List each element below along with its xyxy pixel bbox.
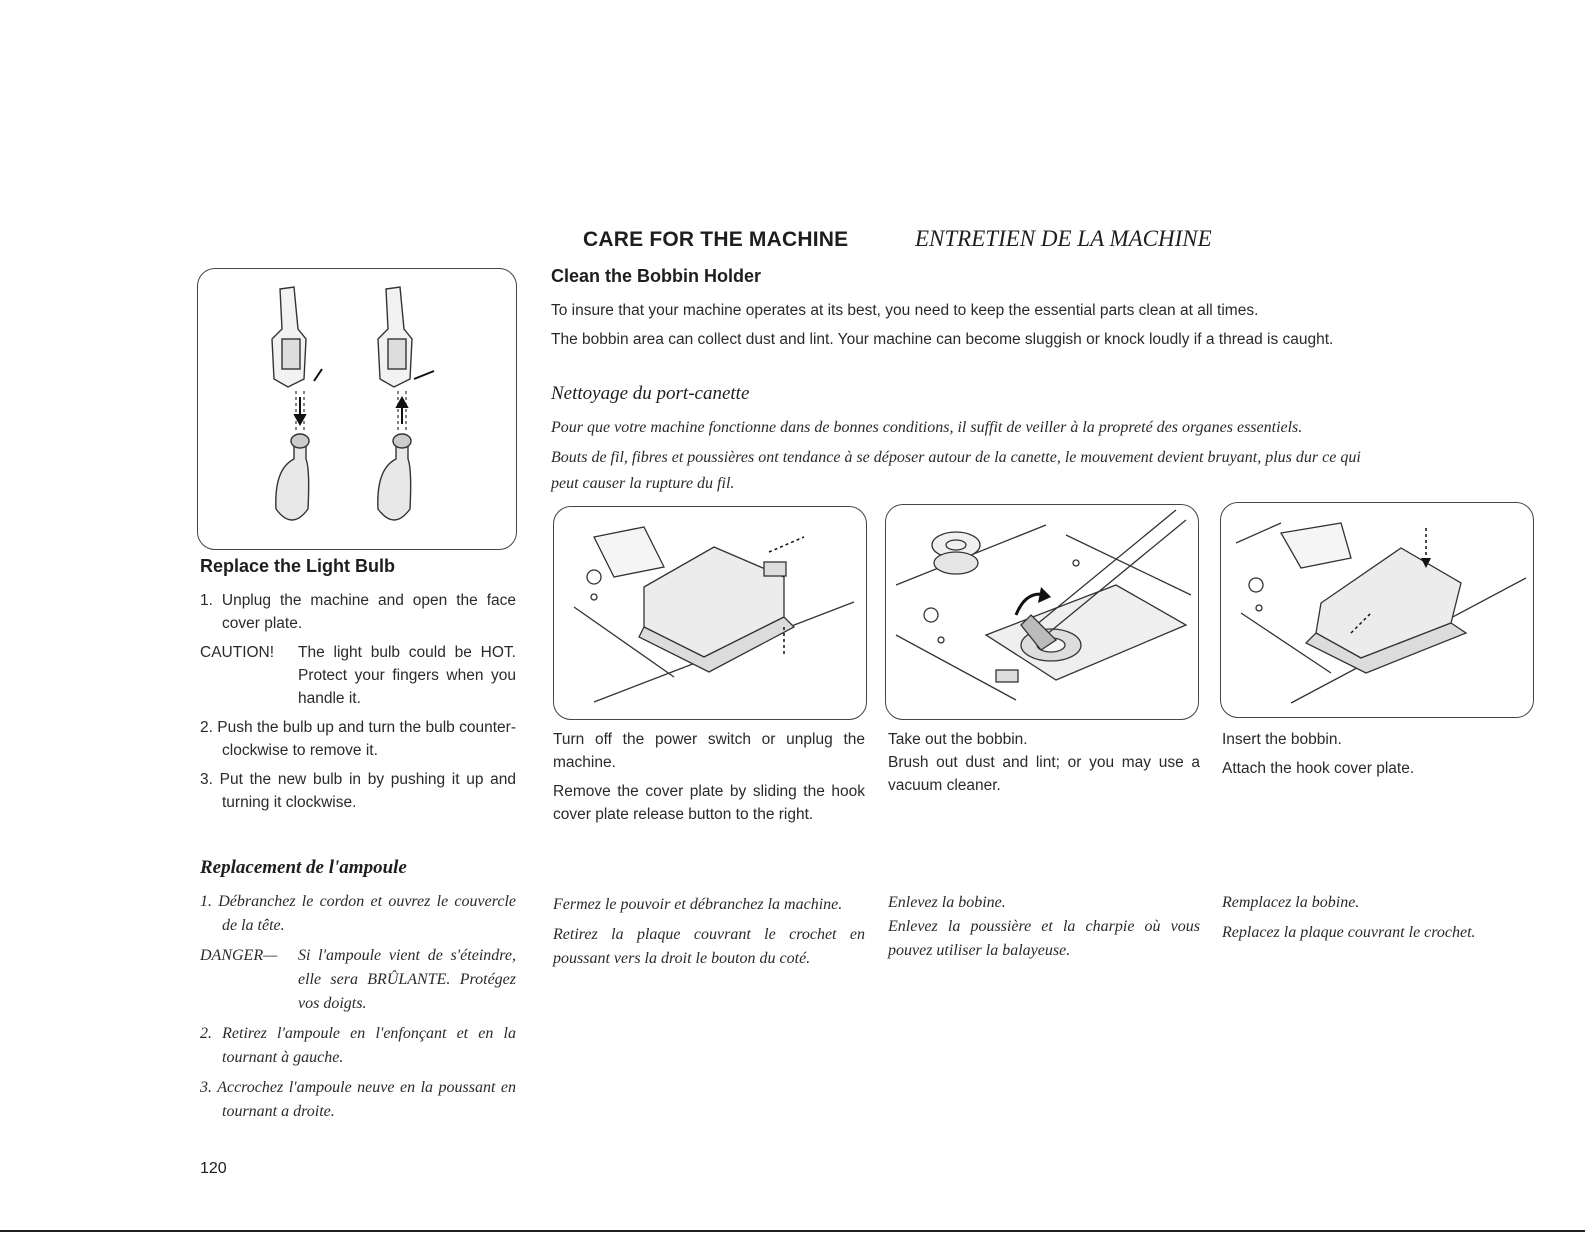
- clean-bobbin-area-illustration: [885, 504, 1199, 720]
- bobbin-heading-fr: Nettoyage du port-canette: [551, 383, 750, 404]
- cover-plate-drawing: [554, 507, 866, 719]
- bobbin-intro-fr-3: peut causer la rupture du fil.: [551, 475, 735, 492]
- bulb-step-2-fr: 2. Retirez l'ampoule en l'enfonçant et en la tournant à gauche.: [200, 1025, 516, 1066]
- caution-text: The light bulb could be HOT. Protect your fingers when you handle it.: [298, 644, 516, 707]
- step-col-1-fr-a: Fermez le pouvoir et débranchez la machine.: [553, 896, 843, 913]
- bobbin-heading-en: Clean the Bobbin Holder: [551, 266, 762, 286]
- step-col-1-en-a: Turn off the power switch or unplug the machine.: [553, 731, 865, 771]
- bulb-step-3-en: 3. Put the new bulb in by pushing it up and turning it clockwise.: [200, 771, 516, 811]
- danger-text: Si l'ampoule vient de s'éteindre, elle sera BRÛLANTE. Protégez vos doigts.: [298, 947, 516, 1012]
- danger-label: DANGER—: [200, 947, 278, 964]
- bulb-heading-en: Replace the Light Bulb: [200, 556, 396, 576]
- bulb-heading-fr: Replacement de l'ampoule: [200, 857, 407, 878]
- bulb-steps-en: [200, 589, 516, 814]
- step-col-2-en-a: Take out the bobbin.: [888, 731, 1028, 748]
- attach-cover-drawing: [1221, 503, 1533, 717]
- step-col-3-fr-b: Replacez la plaque couvrant le crochet.: [1222, 924, 1476, 941]
- bobbin-intro-en-2: The bobbin area can collect dust and lint. Your machine can become sluggish or knock loudly if a thread is caught.: [551, 331, 1334, 348]
- step-col-2-en-b: Brush out dust and lint; or you may use a vacuum cleaner.: [888, 754, 1200, 794]
- bobbin-intro-fr-2: Bouts de fil, fibres et poussières ont tendance à se déposer autour de la canette, le mouvement devient bruyant, plus dur ce qui: [551, 449, 1361, 466]
- page-number: 120: [200, 1160, 227, 1177]
- step-col-3-fr-a: Remplacez la bobine.: [1222, 894, 1360, 911]
- caution-label: CAUTION!: [200, 644, 275, 661]
- bobbin-intro-en-1: To insure that your machine operates at its best, you need to keep the essential parts clean at all times.: [551, 302, 1259, 319]
- step-col-3-en-a: Insert the bobbin.: [1222, 731, 1342, 748]
- section-title-en: CARE FOR THE MACHINE: [583, 228, 849, 251]
- section-title-fr: ENTRETIEN DE LA MACHINE: [915, 226, 1212, 251]
- bottom-rule: [0, 1230, 1585, 1232]
- bulb-step-2-en: 2. Push the bulb up and turn the bulb counter-clockwise to remove it.: [200, 719, 516, 759]
- step-col-1-fr: [553, 893, 865, 971]
- step-col-3-en: [1222, 728, 1534, 780]
- step-col-3-en-b: Attach the hook cover plate.: [1222, 760, 1415, 777]
- step-col-2-fr-a: Enlevez la bobine.: [888, 894, 1006, 911]
- bulb-caution: [200, 641, 516, 710]
- bulb-steps-fr: [200, 890, 516, 1124]
- bobbin-intro-fr-1: Pour que votre machine fonctionne dans de bonnes conditions, il suffit de veiller à la propreté des organes essentiels.: [551, 419, 1303, 436]
- bulb-step-1-fr: 1. Débranchez le cordon et ouvrez le couvercle de la tête.: [200, 893, 516, 934]
- brush-drawing: [886, 505, 1198, 719]
- light-bulb-illustration: [197, 268, 517, 550]
- remove-cover-plate-illustration: [553, 506, 867, 720]
- bulb-step-3-fr: 3. Accrochez l'ampoule neuve en la poussant en tournant a droite.: [200, 1079, 516, 1120]
- step-col-1-en-b: Remove the cover plate by sliding the hook cover plate release button to the right.: [553, 783, 865, 823]
- step-col-1-en: [553, 728, 865, 826]
- bulb-step-1-en: 1. Unplug the machine and open the face cover plate.: [200, 592, 516, 632]
- insert-bobbin-illustration: [1220, 502, 1534, 718]
- step-col-3-fr: [1222, 891, 1562, 945]
- step-col-2-fr-b: Enlevez la poussière et la charpie où vous pouvez utiliser la balayeuse.: [888, 918, 1200, 959]
- step-col-2-fr: [888, 891, 1200, 963]
- bulb-drawing: [198, 269, 516, 549]
- step-col-1-fr-b: Retirez la plaque couvrant le crochet en poussant vers la droit le bouton du coté.: [553, 926, 865, 967]
- bulb-danger: [200, 944, 516, 1016]
- step-col-2-en: [888, 728, 1200, 797]
